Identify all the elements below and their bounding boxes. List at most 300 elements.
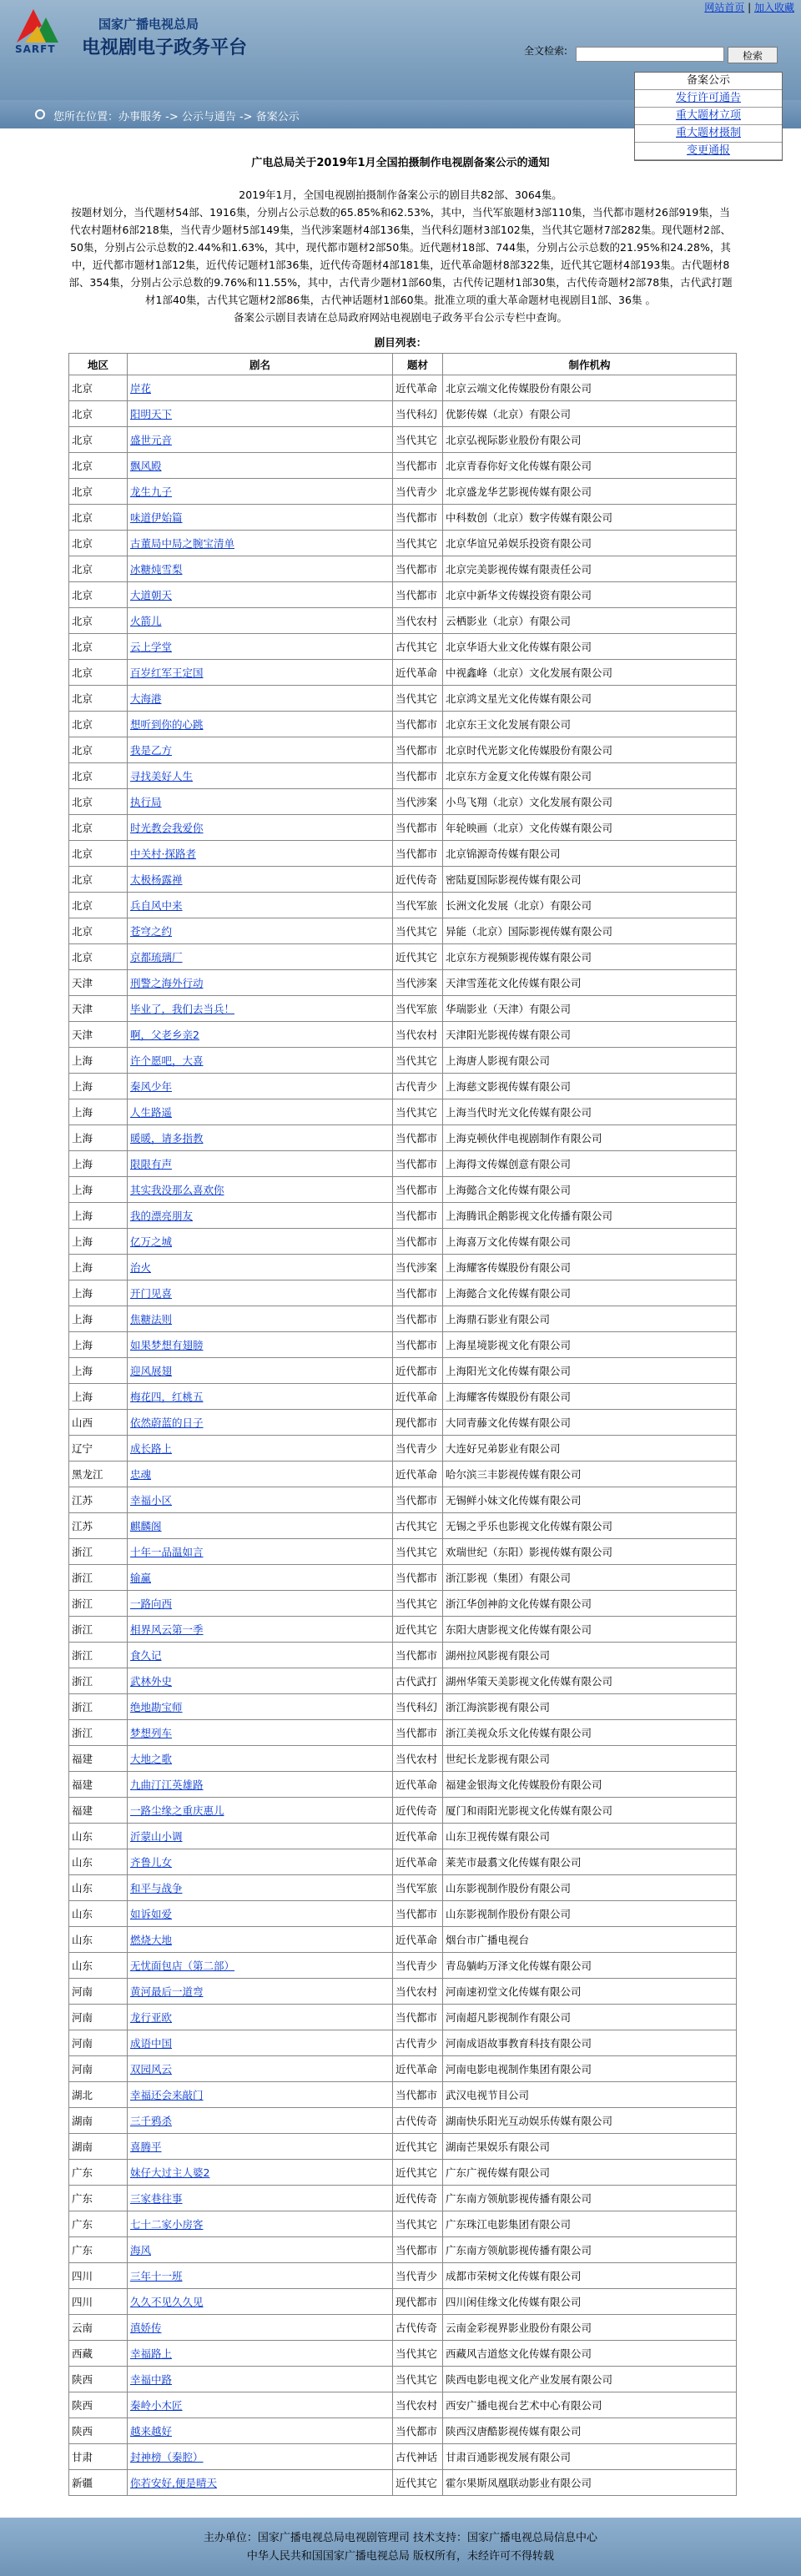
region-cell: 北京 (69, 867, 128, 893)
drama-title-link[interactable]: 执行局 (130, 796, 162, 808)
producer-cell: 厦门和雨阳光影视文化传媒有限公司 (443, 1798, 737, 1824)
genre-cell: 近代其它 (393, 2160, 443, 2186)
drama-title-link[interactable]: 九曲汀江英雄路 (130, 1779, 204, 1791)
region-cell: 北京 (69, 608, 128, 634)
drama-title-link[interactable]: 人生路遥 (130, 1106, 173, 1119)
genre-cell: 当代科幻 (393, 401, 443, 427)
drama-title-link[interactable]: 限限有声 (130, 1158, 173, 1170)
genre-cell: 当代都市 (393, 712, 443, 737)
genre-cell: 古代武打 (393, 1668, 443, 1694)
drama-title-link[interactable]: 味道伊始篇 (130, 511, 183, 524)
region-cell: 陕西 (69, 2418, 128, 2444)
table-row (69, 1151, 737, 1177)
drama-title-link[interactable]: 沂蒙山小调 (130, 1830, 183, 1843)
drama-title-link[interactable]: 十年一品温如言 (130, 1546, 204, 1558)
title-cell (128, 1513, 393, 1539)
genre-cell: 当代军旅 (393, 893, 443, 918)
drama-title-link[interactable]: 麒麟阁 (130, 1520, 162, 1532)
drama-title-link[interactable]: 大海港 (130, 692, 162, 705)
drama-title-link[interactable]: 大道朝天 (130, 589, 173, 601)
list-label: 剧目列表： (374, 336, 427, 349)
drama-title-link[interactable]: 三千鸦杀 (130, 2115, 173, 2127)
region-cell: 北京 (69, 375, 128, 401)
title-cell (128, 841, 393, 867)
producer-cell: 莱芜市最翥文化传媒有限公司 (443, 1849, 737, 1875)
table-row (69, 453, 737, 479)
drama-title-link[interactable]: 妹仔大过主人婆2 (130, 2166, 210, 2179)
drama-title-link[interactable]: 中关村·探路者 (130, 848, 196, 860)
drama-title-link[interactable]: 古董局中局之腕宝清单 (130, 537, 235, 550)
table-row (69, 1824, 737, 1849)
region-cell: 河南 (69, 2056, 128, 2082)
title-cell (128, 1927, 393, 1953)
producer-cell: 湖州拉风影视有限公司 (443, 1643, 737, 1668)
producer-cell: 上海慈文影视传媒有限公司 (443, 1074, 737, 1099)
genre-cell: 当代青少 (393, 2263, 443, 2289)
title-cell (128, 970, 393, 996)
genre-cell: 近代革命 (393, 1772, 443, 1798)
producer-cell: 四川闲佳缘文化传媒有限公司 (443, 2289, 737, 2315)
region-cell: 北京 (69, 453, 128, 479)
genre-cell: 当代青少 (393, 479, 443, 505)
table-row (69, 1849, 737, 1875)
genre-cell: 当代军旅 (393, 1875, 443, 1901)
region-cell: 湖北 (69, 2082, 128, 2108)
drama-title-link[interactable]: 焦糖法则 (130, 1313, 173, 1326)
region-cell: 北京 (69, 634, 128, 660)
genre-cell: 当代农村 (393, 2392, 443, 2418)
drama-title-link[interactable]: 苍穹之约 (130, 925, 173, 938)
title-cell (128, 815, 393, 841)
table-row (69, 427, 737, 453)
title-cell (128, 789, 393, 815)
title-cell (128, 996, 393, 1022)
table-row (69, 1668, 737, 1694)
table-row (69, 1384, 737, 1410)
table-row (69, 2108, 737, 2134)
genre-cell: 当代其它 (393, 2211, 443, 2237)
table-row (69, 737, 737, 763)
table-row (69, 1410, 737, 1436)
genre-cell: 近代其它 (393, 2134, 443, 2160)
drama-title-link[interactable]: 封神榜（秦腔） (130, 2451, 204, 2463)
drama-title-link[interactable]: 开门见喜 (130, 1287, 173, 1300)
column-header-genre: 题材 (393, 354, 443, 375)
title-cell (128, 2392, 393, 2418)
producer-cell: 北京东方金夏文化传媒有限公司 (443, 763, 737, 789)
article-title: 广电总局关于2019年1月全国拍摄制作电视剧备案公示的通知 (251, 157, 550, 169)
producer-cell: 上海懿合文化传媒有限公司 (443, 1177, 737, 1203)
drama-title-link[interactable]: 幸福还会来敲门 (130, 2089, 204, 2101)
title-cell (128, 763, 393, 789)
drama-title-link[interactable]: 刑警之海外行动 (130, 977, 204, 989)
drama-title-link[interactable]: 幸福路上 (130, 2347, 173, 2360)
favorite-link[interactable]: 加入收藏 (753, 2, 794, 13)
menu-item-change-notice[interactable]: 变更通报 (686, 144, 730, 157)
genre-cell: 当代青少 (393, 1436, 443, 1462)
producer-cell: 山东影视制作股份有限公司 (443, 1875, 737, 1901)
genre-cell: 近代革命 (393, 1462, 443, 1487)
producer-cell: 上海鼎石影业有限公司 (443, 1306, 737, 1332)
drama-title-link[interactable]: 暖暖，请多指教 (130, 1132, 204, 1145)
table-body (69, 375, 737, 2496)
drama-title-link[interactable]: 冰糖炖雪梨 (130, 563, 183, 576)
search-label: 全文检索: (524, 45, 568, 57)
genre-cell: 古代传奇 (393, 2315, 443, 2341)
region-cell: 上海 (69, 1229, 128, 1255)
region-cell: 北京 (69, 737, 128, 763)
table-row (69, 1229, 737, 1255)
table-row (69, 660, 737, 686)
region-cell: 上海 (69, 1384, 128, 1410)
drama-title-link[interactable]: 三年十一班 (130, 2270, 183, 2282)
drama-title-link[interactable]: 其实我没那么喜欢你 (130, 1184, 224, 1196)
genre-cell: 当代都市 (393, 1306, 443, 1332)
region-cell: 陕西 (69, 2392, 128, 2418)
genre-cell: 当代都市 (393, 1332, 443, 1358)
drama-title-link[interactable]: 想听到你的心跳 (130, 718, 204, 731)
table-row (69, 867, 737, 893)
drama-title-link[interactable]: 啊，父老乡亲2 (130, 1029, 199, 1041)
drama-title-link[interactable]: 治火 (130, 1261, 152, 1274)
drama-title-link[interactable]: 龙行亚欧 (130, 2011, 173, 2024)
drama-title-link[interactable]: 迎风展翅 (130, 1365, 173, 1377)
producer-cell: 东阳大唐影视文化传媒有限公司 (443, 1617, 737, 1643)
drama-title-link[interactable]: 寻找美好人生 (130, 770, 194, 782)
region-cell: 上海 (69, 1280, 128, 1306)
producer-cell: 上海喜万文化传媒有限公司 (443, 1229, 737, 1255)
genre-cell: 当代都市 (393, 1643, 443, 1668)
producer-cell: 成都市荣树文化传媒有限公司 (443, 2263, 737, 2289)
producer-cell: 北京鸿文星光文化传媒有限公司 (443, 686, 737, 712)
table-row (69, 2030, 737, 2056)
table-row (69, 1099, 737, 1125)
table-row (69, 2367, 737, 2392)
drama-title-link[interactable]: 你若安好,便是晴天 (130, 2477, 217, 2489)
drama-title-link[interactable]: 和平与战争 (130, 1882, 183, 1894)
drama-title-link[interactable]: 阳明天下 (130, 408, 173, 420)
drama-title-link[interactable]: 大地之歌 (130, 1753, 173, 1765)
producer-cell: 云栖影业（北京）有限公司 (443, 608, 737, 634)
region-cell: 上海 (69, 1177, 128, 1203)
drama-title-link[interactable]: 绝地勘宝师 (130, 1701, 183, 1713)
table-row (69, 582, 737, 608)
drama-title-link[interactable]: 如果梦想有翅膀 (130, 1339, 204, 1351)
title-cell (128, 1151, 393, 1177)
genre-cell: 当代都市 (393, 2237, 443, 2263)
drama-title-link[interactable]: 幸福小区 (130, 1494, 173, 1507)
producer-cell: 北京弘视际影业股份有限公司 (443, 427, 737, 453)
title-cell (128, 608, 393, 634)
title-cell (128, 1591, 393, 1617)
region-cell: 黑龙江 (69, 1462, 128, 1487)
title-cell (128, 1125, 393, 1151)
producer-cell: 大同青藤文化传媒有限公司 (443, 1410, 737, 1436)
search-button[interactable]: 检索 (728, 47, 778, 63)
region-cell: 北京 (69, 479, 128, 505)
drama-title-link[interactable]: 梅花四，红桃五 (130, 1391, 204, 1403)
drama-title-link[interactable]: 我的漂亮朋友 (130, 1210, 194, 1222)
table-row (69, 970, 737, 996)
table-row (69, 1720, 737, 1746)
region-cell: 北京 (69, 686, 128, 712)
table-row (69, 1280, 737, 1306)
drama-title-link[interactable]: 依然蔚蓝的日子 (130, 1416, 204, 1429)
region-cell: 广东 (69, 2237, 128, 2263)
drama-title-link[interactable]: 忠魂 (130, 1468, 152, 1481)
table-row (69, 1332, 737, 1358)
table-row (69, 2289, 737, 2315)
region-cell: 广东 (69, 2211, 128, 2237)
table-row (69, 2134, 737, 2160)
title-cell (128, 2056, 393, 2082)
producer-cell: 北京华谊兄弟娱乐投资有限公司 (443, 531, 737, 556)
producer-cell: 西安广播电视台艺术中心有限公司 (443, 2392, 737, 2418)
drama-title-link[interactable]: 输赢 (130, 1572, 152, 1584)
genre-cell: 当代都市 (393, 815, 443, 841)
genre-cell: 当代都市 (393, 1125, 443, 1151)
producer-cell: 世纪长龙影视有限公司 (443, 1746, 737, 1772)
producer-cell: 烟台市广播电视台 (443, 1927, 737, 1953)
title-cell (128, 1358, 393, 1384)
region-cell: 辽宁 (69, 1436, 128, 1462)
table-row (69, 1746, 737, 1772)
producer-cell: 青岛躺屿万泽文化传媒有限公司 (443, 1953, 737, 1979)
title-cell (128, 2211, 393, 2237)
drama-title-link[interactable]: 亿万之城 (130, 1235, 173, 1248)
table-row (69, 1979, 737, 2005)
drama-title-link[interactable]: 秦风少年 (130, 1080, 173, 1093)
menu-item-filing[interactable]: 备案公示 (635, 73, 782, 90)
producer-cell: 北京云端文化传媒股份有限公司 (443, 375, 737, 401)
bureau-name: 国家广播电视总局 (98, 17, 199, 32)
table-row (69, 2341, 737, 2367)
menu-item-major-project[interactable]: 重大题材立项 (675, 109, 741, 122)
table-row (69, 2211, 737, 2237)
drama-title-link[interactable]: 越来越好 (130, 2425, 173, 2438)
producer-cell: 北京青春你好文化传媒有限公司 (443, 453, 737, 479)
top-links: 网站首页 | 加入收藏 (704, 2, 794, 13)
genre-cell: 当代农村 (393, 1746, 443, 1772)
genre-cell: 当代其它 (393, 2367, 443, 2392)
drama-title-link[interactable]: 许个愿吧，大喜 (130, 1054, 204, 1067)
table-row (69, 1203, 737, 1229)
menu-item-major-production[interactable]: 重大题材摄制 (675, 127, 741, 139)
title-cell (128, 2082, 393, 2108)
region-cell: 上海 (69, 1358, 128, 1384)
genre-cell: 当代都市 (393, 1901, 443, 1927)
main-content (0, 128, 801, 2496)
region-cell: 上海 (69, 1151, 128, 1177)
region-cell: 山东 (69, 1824, 128, 1849)
region-cell: 北京 (69, 944, 128, 970)
producer-cell: 山东影视制作股份有限公司 (443, 1901, 737, 1927)
drama-title-link[interactable]: 食久记 (130, 1649, 162, 1662)
table-row (69, 789, 737, 815)
drama-title-link[interactable]: 时光教会我爱你 (130, 822, 204, 834)
producer-cell: 中视鑫峰（北京）文化发展有限公司 (443, 660, 737, 686)
drama-title-link[interactable]: 七十二家小房客 (130, 2218, 204, 2231)
drama-title-link[interactable]: 喜腾平 (130, 2141, 162, 2153)
drama-title-link[interactable]: 一路尘缘之重庆惠儿 (130, 1804, 224, 1817)
article-body (68, 186, 733, 326)
drama-title-link[interactable]: 盛世元音 (130, 434, 173, 446)
table-row (69, 2315, 737, 2341)
drama-title-link[interactable]: 太极杨露禅 (130, 873, 183, 886)
drama-title-link[interactable]: 京都琉璃厂 (130, 951, 183, 963)
drama-title-link[interactable]: 秦岭小木匠 (130, 2399, 183, 2412)
title-cell (128, 1849, 393, 1875)
drama-title-link[interactable]: 云上学堂 (130, 641, 173, 653)
drama-title-link[interactable]: 梦想列车 (130, 1727, 173, 1739)
title-cell (128, 893, 393, 918)
table-row (69, 2444, 737, 2470)
drama-title-link[interactable]: 三家巷往事 (130, 2192, 183, 2205)
title-cell (128, 1332, 393, 1358)
title-cell (128, 479, 393, 505)
title-cell (128, 453, 393, 479)
region-cell: 北京 (69, 660, 128, 686)
producer-cell: 武汉电视节目公司 (443, 2082, 737, 2108)
genre-cell: 近代传奇 (393, 867, 443, 893)
search-input[interactable] (576, 47, 724, 62)
region-cell: 上海 (69, 1255, 128, 1280)
producer-cell: 天津阳光影视传媒有限公司 (443, 1022, 737, 1048)
region-cell: 北京 (69, 505, 128, 531)
drama-title-link[interactable]: 如诉如爱 (130, 1908, 173, 1920)
region-cell: 上海 (69, 1332, 128, 1358)
producer-cell: 广东南方领航影视传播有限公司 (443, 2186, 737, 2211)
producer-cell: 西藏风吉道悠文化传媒有限公司 (443, 2341, 737, 2367)
producer-cell: 浙江华创神韵文化传媒有限公司 (443, 1591, 737, 1617)
table-row (69, 996, 737, 1022)
drama-title-link[interactable]: 黄河最后一道弯 (130, 1985, 204, 1998)
producer-cell: 无锡鲜小妹文化传媒有限公司 (443, 1487, 737, 1513)
genre-cell: 当代青少 (393, 1953, 443, 1979)
producer-cell: 北京中新华文传媒投资有限公司 (443, 582, 737, 608)
producer-cell: 广东南方领航影视传播有限公司 (443, 2237, 737, 2263)
genre-cell: 近代都市 (393, 1358, 443, 1384)
drama-title-link[interactable]: 我是乙方 (130, 744, 173, 757)
region-cell: 山东 (69, 1849, 128, 1875)
title-cell (128, 1099, 393, 1125)
region-cell: 上海 (69, 1074, 128, 1099)
title-cell (128, 2289, 393, 2315)
genre-cell: 当代农村 (393, 1979, 443, 2005)
sarft-logo (8, 5, 68, 70)
drama-title-link[interactable]: 成语中国 (130, 2037, 173, 2050)
table-row (69, 1875, 737, 1901)
drama-title-link[interactable]: 滇娇传 (130, 2322, 162, 2334)
genre-cell: 当代都市 (393, 1280, 443, 1306)
genre-cell: 古代青少 (393, 1074, 443, 1099)
drama-title-link[interactable]: 成长路上 (130, 1442, 173, 1455)
title-cell (128, 712, 393, 737)
drama-title-link[interactable]: 火箭儿 (130, 615, 162, 627)
region-cell: 河南 (69, 1979, 128, 2005)
title-cell (128, 1979, 393, 2005)
region-cell: 浙江 (69, 1668, 128, 1694)
table-row (69, 1953, 737, 1979)
table-row (69, 1643, 737, 1668)
title-cell (128, 1177, 393, 1203)
title-cell (128, 1436, 393, 1462)
table-row (69, 2392, 737, 2418)
drama-title-link[interactable]: 海风 (130, 2244, 152, 2257)
region-cell: 山东 (69, 1927, 128, 1953)
location-icon (35, 109, 45, 119)
title-cell (128, 2470, 393, 2496)
drama-title-link[interactable]: 久久不见久久见 (130, 2296, 204, 2308)
drama-title-link[interactable]: 齐鲁儿女 (130, 1856, 173, 1869)
table-row (69, 1694, 737, 1720)
genre-cell: 当代都市 (393, 1229, 443, 1255)
table-row (69, 2082, 737, 2108)
title-cell (128, 1746, 393, 1772)
genre-cell: 当代都市 (393, 763, 443, 789)
paragraph: 备案公示剧目表请在总局政府网站电视剧电子政务平台公示专栏中查询。 (233, 311, 567, 324)
genre-cell: 当代都市 (393, 505, 443, 531)
producer-cell: 北京锦源奇传媒有限公司 (443, 841, 737, 867)
region-cell: 浙江 (69, 1539, 128, 1565)
table-row (69, 1074, 737, 1099)
title-cell (128, 1643, 393, 1668)
logo-text: SARFT (15, 43, 56, 55)
menu-item-license[interactable]: 发行许可通告 (675, 92, 741, 104)
region-cell: 上海 (69, 1203, 128, 1229)
table-row (69, 918, 737, 944)
table-header-row (69, 354, 737, 375)
table-row (69, 634, 737, 660)
title-cell (128, 2030, 393, 2056)
genre-cell: 近代革命 (393, 1927, 443, 1953)
drama-title-link[interactable]: 兵自风中来 (130, 899, 183, 912)
drama-title-link[interactable]: 龙生九子 (130, 486, 173, 498)
table-row (69, 686, 737, 712)
genre-cell: 现代都市 (393, 1410, 443, 1436)
drama-title-link[interactable]: 无忧面包店（第二部） (130, 1960, 235, 1972)
drama-title-link[interactable]: 幸福中路 (130, 2373, 173, 2386)
genre-cell: 当代都市 (393, 1177, 443, 1203)
drama-title-link[interactable]: 飘风殿 (130, 460, 162, 472)
drama-title-link[interactable]: 毕业了，我们去当兵！ (130, 1003, 235, 1015)
table-row (69, 1901, 737, 1927)
region-cell: 江苏 (69, 1487, 128, 1513)
drama-title-link[interactable]: 百岁红军王定国 (130, 667, 204, 679)
drama-title-link[interactable]: 燃烧大地 (130, 1934, 173, 1946)
genre-cell: 当代都市 (393, 1565, 443, 1591)
table-row (69, 763, 737, 789)
drama-title-link[interactable]: 岸花 (130, 382, 152, 395)
region-cell: 上海 (69, 1125, 128, 1151)
genre-cell: 现代都市 (393, 2289, 443, 2315)
drama-title-link[interactable]: 武林外史 (130, 1675, 173, 1688)
drama-title-link[interactable]: 一路向西 (130, 1597, 173, 1610)
region-cell: 新疆 (69, 2470, 128, 2496)
genre-cell: 当代农村 (393, 1022, 443, 1048)
title-cell (128, 1668, 393, 1694)
home-link[interactable]: 网站首页 (704, 2, 745, 13)
genre-cell: 当代都市 (393, 1720, 443, 1746)
genre-cell: 当代科幻 (393, 1694, 443, 1720)
platform-name: 电视剧电子政务平台 (82, 38, 248, 58)
drama-title-link[interactable]: 相界风云第一季 (130, 1623, 204, 1636)
producer-cell: 异能（北京）国际影视传媒有限公司 (443, 918, 737, 944)
drama-title-link[interactable]: 双园风云 (130, 2063, 173, 2075)
region-cell: 四川 (69, 2289, 128, 2315)
title-cell (128, 1772, 393, 1798)
region-cell: 北京 (69, 427, 128, 453)
